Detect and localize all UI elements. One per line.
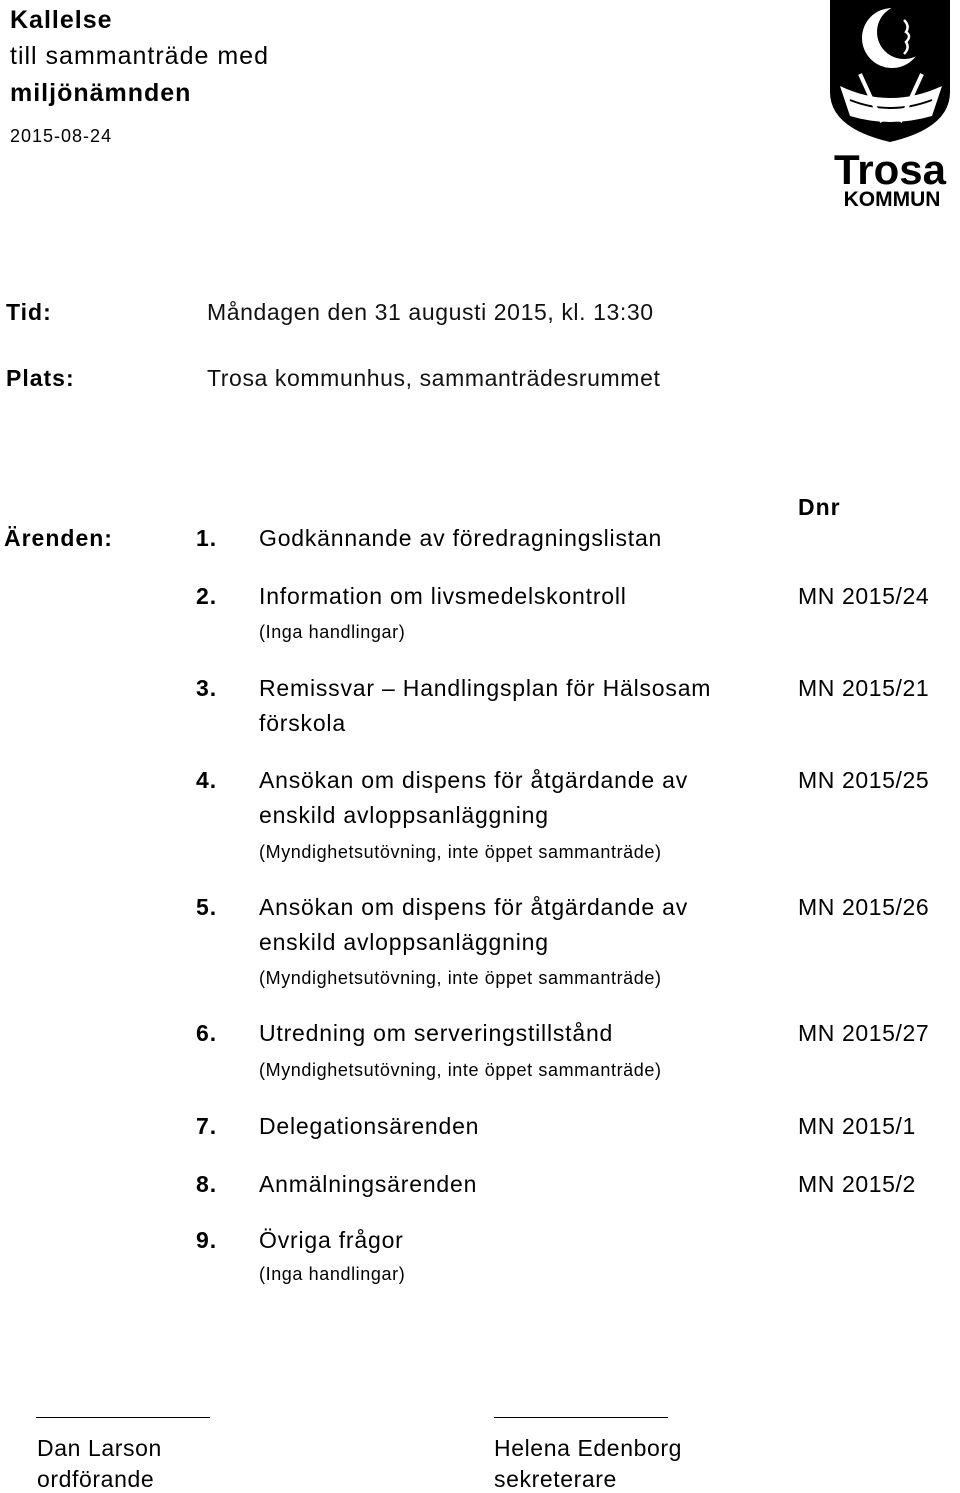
agenda-item-number: 4.: [196, 767, 218, 793]
logo-wordmark-bottom: KOMMUN: [843, 188, 941, 210]
time-value: Måndagen den 31 augusti 2015, kl. 13:30: [207, 299, 654, 325]
agenda-item-title-continued: förskola: [259, 710, 346, 736]
agenda-item-note: (Myndighetsutövning, inte öppet sammanträde): [259, 968, 662, 988]
agenda-item-number: 7.: [196, 1113, 218, 1139]
place-value: Trosa kommunhus, sammanträdesrummet: [207, 365, 661, 391]
place-label: Plats:: [6, 365, 75, 391]
moon-boat-crest-icon: [820, 0, 960, 210]
committee-name: miljönämnden: [10, 79, 192, 107]
time-label: Tid:: [6, 299, 52, 325]
agenda-item-dnr: MN 2015/27: [798, 1020, 930, 1046]
trosa-kommun-logo: [820, 0, 960, 210]
agenda-item-title-continued: enskild avloppsanläggning: [259, 929, 549, 955]
dnr-column-header: Dnr: [798, 494, 841, 520]
agenda-item-dnr: MN 2015/1: [798, 1113, 916, 1139]
agenda-item-title-continued: enskild avloppsanläggning: [259, 802, 549, 828]
document-type: Kallelse: [10, 6, 113, 34]
agenda-item-title: Delegationsärenden: [259, 1113, 480, 1139]
logo-wordmark-top: Trosa: [833, 146, 947, 193]
chair-role: ordförande: [37, 1466, 155, 1492]
agenda-item-dnr: MN 2015/21: [798, 675, 930, 701]
agenda-item-note: (Myndighetsutövning, inte öppet sammanträde): [259, 842, 662, 862]
agenda-item-number: 1.: [196, 525, 218, 551]
agenda-item-title: Remissvar – Handlingsplan för Hälsosam: [259, 675, 712, 701]
agenda-item-title: Utredning om serveringstillstånd: [259, 1020, 614, 1046]
agenda-item-title: Övriga frågor: [259, 1227, 404, 1253]
document-date: 2015-08-24: [10, 126, 113, 146]
agenda-item-dnr: MN 2015/24: [798, 583, 930, 609]
agenda-item-dnr: MN 2015/2: [798, 1171, 916, 1197]
agenda-item-dnr: MN 2015/26: [798, 894, 930, 920]
agenda-item-number: 6.: [196, 1020, 218, 1046]
agenda-item-note: (Myndighetsutövning, inte öppet sammanträde): [259, 1060, 662, 1080]
secretary-role: sekreterare: [494, 1466, 617, 1492]
secretary-name: Helena Edenborg: [494, 1435, 683, 1461]
agenda-item-number: 3.: [196, 675, 218, 701]
agenda-item-title: Godkännande av föredragningslistan: [259, 525, 663, 551]
document-subtitle: till sammanträde med: [10, 42, 269, 70]
agenda-item-number: 5.: [196, 894, 218, 920]
agenda-item-note: (Inga handlingar): [259, 622, 406, 642]
agenda-item-title: Ansökan om dispens för åtgärdande av: [259, 894, 688, 920]
agenda-item-dnr: MN 2015/25: [798, 767, 930, 793]
agenda-item-number: 2.: [196, 583, 218, 609]
agenda-label: Ärenden:: [4, 525, 113, 551]
chair-name: Dan Larson: [37, 1435, 162, 1461]
agenda-item-number: 9.: [196, 1227, 218, 1253]
signature-line-secretary: [494, 1417, 668, 1418]
agenda-item-note: (Inga handlingar): [259, 1264, 406, 1284]
agenda-item-title: Ansökan om dispens för åtgärdande av: [259, 767, 688, 793]
signature-line-chair: [36, 1417, 210, 1418]
agenda-item-title: Information om livsmedelskontroll: [259, 583, 627, 609]
agenda-item-title: Anmälningsärenden: [259, 1171, 478, 1197]
agenda-item-number: 8.: [196, 1171, 218, 1197]
